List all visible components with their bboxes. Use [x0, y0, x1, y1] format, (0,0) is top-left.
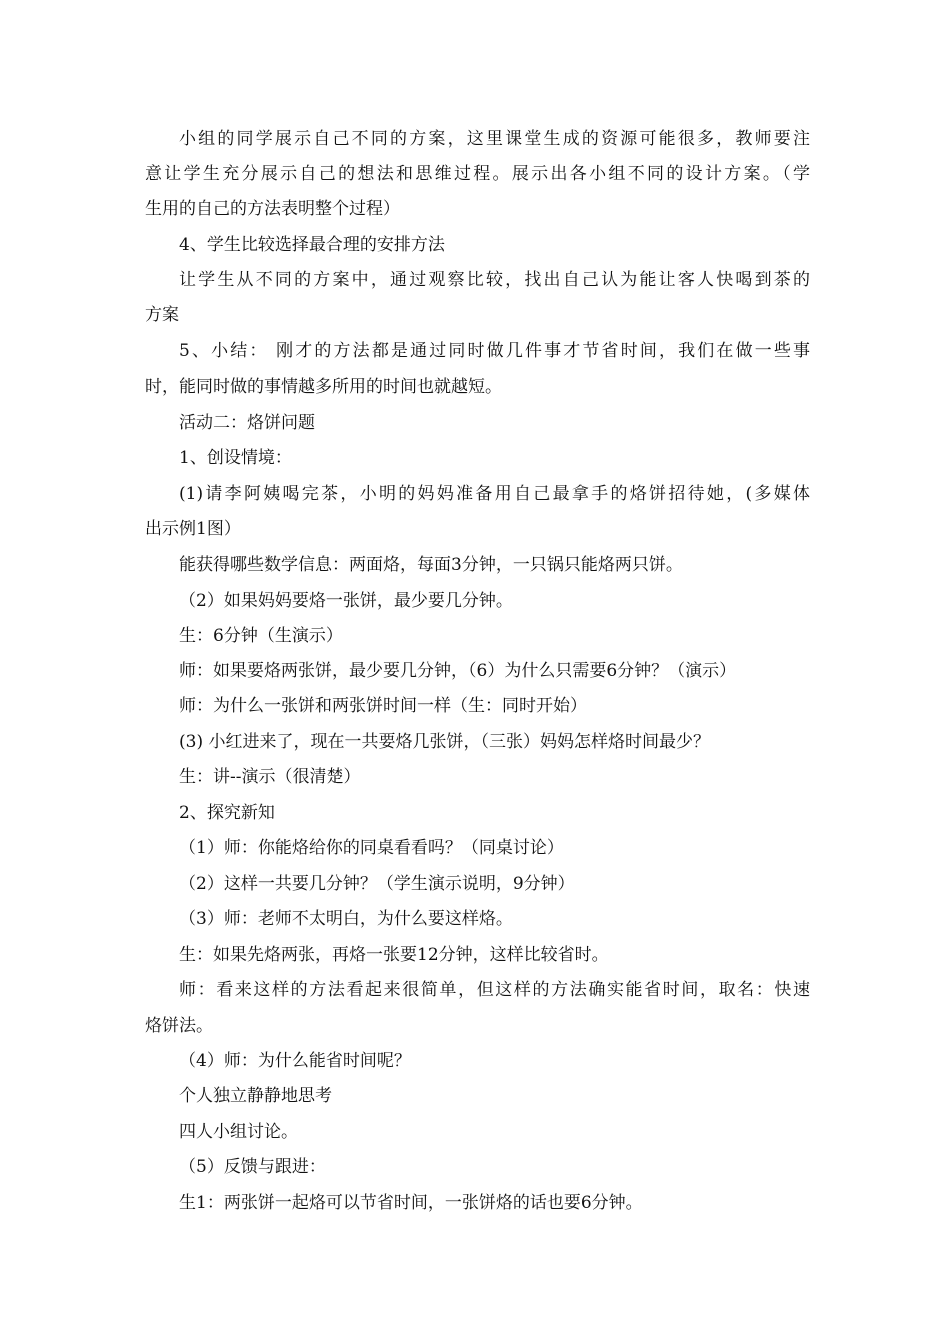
paragraph-line: （3）师：老师不太明白，为什么要这样烙。 [179, 909, 513, 929]
paragraph-line: 师：看来这样的方法看起来很简单，但这样的方法确实能省时间，取名：快速 [179, 980, 810, 1000]
paragraph-line: 生：讲--演示（很清楚） [179, 767, 361, 787]
paragraph-line: 生：6分钟（生演示） [179, 626, 343, 646]
section-heading: 4、学生比较选择最合理的安排方法 [179, 235, 445, 255]
paragraph-line: 5、小结： 刚才的方法都是通过同时做几件事才节省时间，我们在做一些事 [179, 341, 810, 361]
paragraph-line: （2）如果妈妈要烙一张饼，最少要几分钟。 [179, 591, 513, 611]
paragraph-line: 生1：两张饼一起烙可以节省时间，一张饼烙的话也要6分钟。 [179, 1193, 643, 1213]
paragraph-line: 时，能同时做的事情越多所用的时间也就越短。 [145, 377, 502, 397]
paragraph-line: 生：如果先烙两张，再烙一张要12分钟，这样比较省时。 [179, 945, 609, 965]
paragraph-line: 小组的同学展示自己不同的方案，这里课堂生成的资源可能很多，教师要注 [179, 129, 810, 149]
paragraph-line: 能获得哪些数学信息：两面烙，每面3分钟，一只锅只能烙两只饼。 [179, 555, 683, 575]
paragraph-line: （5）反馈与跟进： [179, 1157, 326, 1177]
paragraph-line: 四人小组讨论。 [179, 1122, 298, 1142]
paragraph-line: 师：如果要烙两张饼，最少要几分钟，（6）为什么只需要6分钟？（演示） [179, 661, 737, 681]
paragraph-line: (1)请李阿姨喝完茶，小明的妈妈准备用自己最拿手的烙饼招待她，(多媒体 [179, 484, 810, 504]
paragraph-line: 意让学生充分展示自己的想法和思维过程。展示出各小组不同的设计方案。（学 [145, 164, 810, 184]
paragraph-line: （2）这样一共要几分钟？（学生演示说明，9分钟） [179, 874, 575, 894]
paragraph-line: 生用的自己的方法表明整个过程） [145, 199, 400, 219]
paragraph-line: （1）师：你能烙给你的同桌看看吗？（同桌讨论） [179, 838, 564, 858]
paragraph-line: 个人独立静静地思考 [179, 1086, 332, 1106]
paragraph-line: (3) 小红进来了，现在一共要烙几张饼，（三张）妈妈怎样烙时间最少？ [179, 732, 710, 752]
paragraph-line: 让学生从不同的方案中，通过观察比较，找出自己认为能让客人快喝到茶的 [179, 270, 810, 290]
section-heading: 2、探究新知 [179, 803, 275, 823]
paragraph-line: 师：为什么一张饼和两张饼时间一样（生：同时开始） [179, 696, 587, 716]
paragraph-line: 方案 [145, 305, 179, 325]
section-heading: 1、创设情境： [179, 448, 292, 468]
paragraph-line: 烙饼法。 [145, 1016, 213, 1036]
paragraph-line: （4）师：为什么能省时间呢？ [179, 1051, 411, 1071]
section-heading: 活动二：烙饼问题 [179, 413, 315, 433]
paragraph-line: 出示例1图） [145, 519, 241, 539]
